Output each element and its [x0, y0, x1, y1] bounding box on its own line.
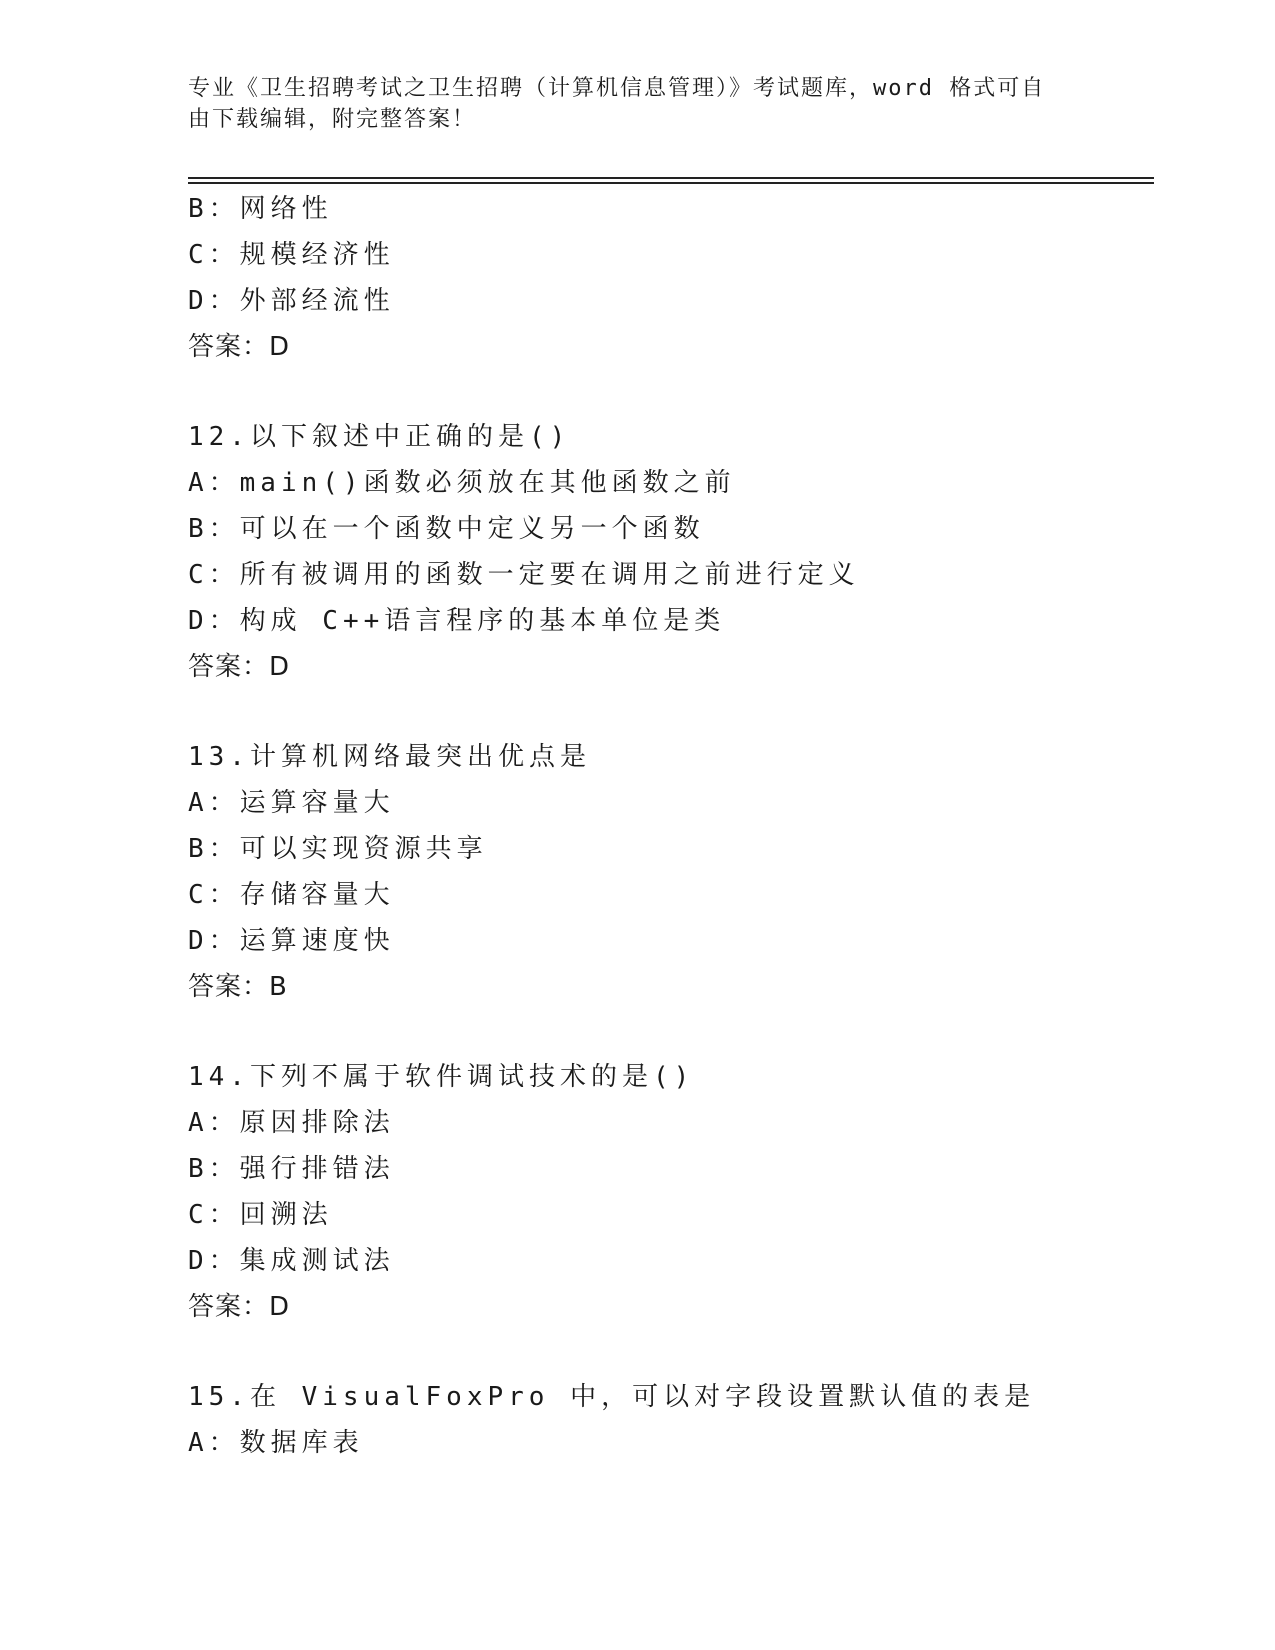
- document-header: 专业《卫生招聘考试之卫生招聘（计算机信息管理）》考试题库，word 格式可自由下载编辑，附完整答案！: [188, 76, 1046, 132]
- option-a: A：数据库表: [188, 1428, 364, 1458]
- header-rule-top: [188, 177, 1154, 179]
- option-b: B：可以实现资源共享: [188, 834, 488, 864]
- header-rule-bottom: [188, 182, 1154, 184]
- option-d: D：运算速度快: [188, 926, 395, 956]
- option-b: B：可以在一个函数中定义另一个函数: [188, 514, 705, 544]
- question-text: 12.以下叙述中正确的是(): [188, 422, 571, 452]
- question-block: [188, 1054, 1148, 1330]
- option-c: C：存储容量大: [188, 880, 395, 910]
- option-b: B：强行排错法: [188, 1154, 395, 1184]
- option-c: C：回溯法: [188, 1200, 333, 1230]
- question-block: [188, 186, 1148, 370]
- question-block: [188, 1374, 1148, 1466]
- question-block: [188, 414, 1148, 690]
- question-text: 13.计算机网络最突出优点是: [188, 742, 591, 772]
- option-a: A：main()函数必须放在其他函数之前: [188, 468, 736, 498]
- question-text: 14.下列不属于软件调试技术的是(): [188, 1062, 695, 1092]
- option-d: D：外部经流性: [188, 286, 395, 316]
- answer-line: 答案：D: [188, 332, 291, 362]
- option-a: A：原因排除法: [188, 1108, 395, 1138]
- option-b: B：网络性: [188, 194, 333, 224]
- option-c: C：所有被调用的函数一定要在调用之前进行定义: [188, 560, 860, 590]
- option-d: D：构成 C++语言程序的基本单位是类: [188, 606, 726, 636]
- question-list: [188, 186, 1148, 1466]
- option-a: A：运算容量大: [188, 788, 395, 818]
- question-block: [188, 734, 1148, 1010]
- option-d: D：集成测试法: [188, 1246, 395, 1276]
- answer-line: 答案：B: [188, 972, 288, 1002]
- option-c: C：规模经济性: [188, 240, 395, 270]
- answer-line: 答案：D: [188, 652, 291, 682]
- answer-line: 答案：D: [188, 1292, 291, 1322]
- question-text: 15.在 VisualFoxPro 中，可以对字段设置默认值的表是: [188, 1382, 1036, 1412]
